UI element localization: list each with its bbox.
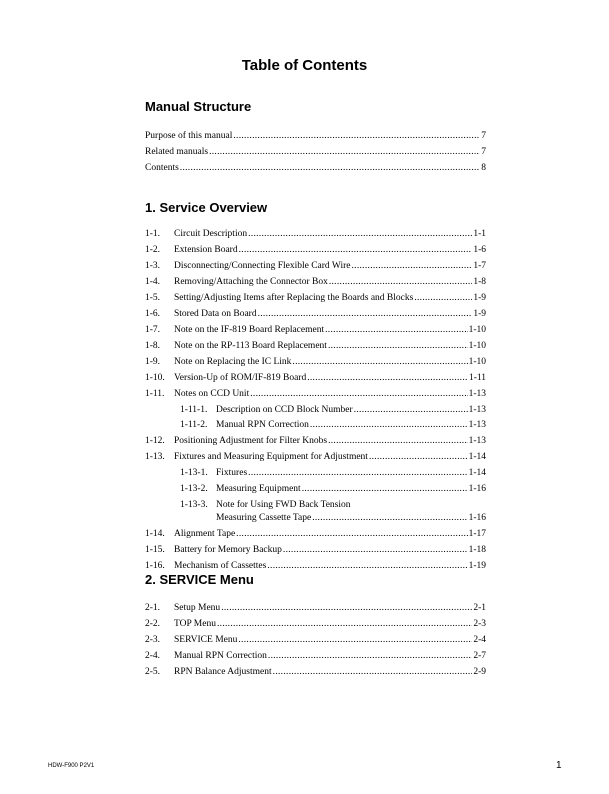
leader-dots	[351, 259, 472, 274]
toc-entry[interactable]	[145, 227, 486, 242]
toc-entry-label: Manual RPN Correction	[216, 420, 309, 430]
toc-entry-label: Notes on CCD Unit	[174, 389, 250, 399]
leader-dots	[302, 482, 468, 497]
toc-entry-number: 1-11-2.	[180, 420, 208, 430]
toc-entry[interactable]	[145, 601, 486, 616]
toc-entry-number: 1-13-2.	[180, 484, 208, 494]
leader-dots	[248, 466, 467, 481]
toc-entry-number: 1-1.	[145, 229, 161, 239]
toc-entry-number: 1-12.	[145, 436, 165, 446]
toc-entry[interactable]	[145, 323, 486, 338]
toc-entry[interactable]	[145, 355, 486, 370]
toc-entry[interactable]	[145, 527, 486, 542]
toc-entry-label: Setup Menu	[174, 603, 221, 613]
toc-entry[interactable]	[145, 371, 486, 386]
toc-entry-number: 2-5.	[145, 667, 161, 677]
toc-entry-number: 1-6.	[145, 309, 161, 319]
toc-entry-number: 1-14.	[145, 529, 165, 539]
toc-entry[interactable]	[145, 543, 486, 558]
toc-entry[interactable]	[145, 129, 486, 144]
toc-entry-number: 1-16.	[145, 561, 165, 571]
toc-entry-page: 1-14	[468, 468, 486, 478]
toc-entry-label: Fixtures and Measuring Equipment for Adjustment	[174, 452, 368, 462]
toc-entry-number: 2-2.	[145, 619, 161, 629]
leader-dots	[307, 371, 468, 386]
toc-entry-number: 2-3.	[145, 635, 161, 645]
toc-entry-page: 1-10	[468, 357, 486, 367]
leader-dots	[258, 307, 473, 322]
toc-entry-page: 7	[481, 131, 486, 141]
toc-subentry-continuation[interactable]	[216, 511, 486, 526]
toc-entry-number: 1-13-1.	[180, 468, 208, 478]
toc-entry-page: 2-7	[473, 651, 486, 661]
leader-dots	[180, 161, 480, 176]
toc-entry[interactable]	[145, 145, 486, 160]
toc-entry-page: 2-1	[473, 603, 486, 613]
toc-subentry[interactable]	[180, 466, 486, 481]
section-2-heading: 2. SERVICE Menu	[145, 572, 254, 587]
toc-entry-page: 2-3	[473, 619, 486, 629]
toc-entry-label: Measuring Equipment	[216, 484, 301, 494]
leader-dots	[414, 291, 472, 306]
leader-dots	[221, 601, 472, 616]
leader-dots	[248, 227, 472, 242]
toc-entry[interactable]	[145, 161, 486, 176]
toc-entry-label: Stored Data on Board	[174, 309, 257, 319]
toc-entry-page: 1-9	[473, 309, 486, 319]
leader-dots	[250, 387, 467, 402]
toc-entry-page: 1-13	[468, 405, 486, 415]
toc-entry-label: Battery for Memory Backup	[174, 545, 282, 555]
leader-dots	[217, 617, 472, 632]
toc-entry-page: 1-19	[468, 561, 486, 571]
toc-entry-page: 1-10	[468, 325, 486, 335]
leader-dots	[239, 243, 473, 258]
toc-entry-label: Purpose of this manual	[145, 131, 233, 141]
toc-entry-label: TOP Menu	[174, 619, 216, 629]
leader-dots	[310, 418, 468, 433]
toc-entry-number: 2-1.	[145, 603, 161, 613]
toc-entry[interactable]	[145, 649, 486, 664]
toc-entry-page: 1-14	[468, 452, 486, 462]
leader-dots	[267, 559, 467, 574]
toc-entry[interactable]	[145, 450, 486, 465]
manual-structure-heading: Manual Structure	[145, 99, 252, 114]
leader-dots	[369, 450, 468, 465]
toc-entry-label: Measuring Cassette Tape	[216, 513, 312, 523]
toc-entry-label: Note for Using FWD Back Tension	[216, 500, 351, 510]
toc-entry-page: 1-7	[473, 261, 486, 271]
toc-entry-label: Disconnecting/Connecting Flexible Card Wire	[174, 261, 351, 271]
leader-dots	[233, 129, 480, 144]
leader-dots	[238, 633, 472, 648]
toc-entry-label: Version-Up of ROM/IF-819 Board	[174, 373, 307, 383]
toc-entry-number: 1-15.	[145, 545, 165, 555]
toc-entry[interactable]	[145, 307, 486, 322]
toc-entry-number: 1-5.	[145, 293, 161, 303]
toc-entry[interactable]	[145, 243, 486, 258]
toc-entry-label: Extension Board	[174, 245, 238, 255]
toc-entry-number: 1-4.	[145, 277, 161, 287]
leader-dots	[329, 275, 473, 290]
toc-entry-page: 1-16	[468, 484, 486, 494]
toc-entry-page: 1-1	[473, 229, 486, 239]
toc-entry-label: Fixtures	[216, 468, 248, 478]
toc-entry-label: Note on the RP-113 Board Replacement	[174, 341, 327, 351]
toc-entry-number: 1-9.	[145, 357, 161, 367]
toc-entry[interactable]	[145, 259, 486, 274]
toc-entry-number: 1-11.	[145, 389, 165, 399]
toc-entry-page: 1-17	[468, 529, 486, 539]
toc-entry-label: Related manuals	[145, 147, 209, 157]
leader-dots	[354, 403, 468, 418]
toc-entry-number: 1-11-1.	[180, 405, 208, 415]
toc-entry-label: Manual RPN Correction	[174, 651, 267, 661]
toc-entry-page: 1-11	[468, 373, 486, 383]
toc-entry-page: 1-13	[468, 389, 486, 399]
toc-entry[interactable]	[145, 665, 486, 680]
leader-dots	[273, 665, 473, 680]
page-number: 1	[556, 760, 562, 771]
toc-entry[interactable]	[145, 633, 486, 648]
toc-entry[interactable]	[145, 387, 486, 402]
toc-entry[interactable]	[145, 275, 486, 290]
leader-dots	[328, 434, 468, 449]
toc-entry-page: 2-4	[473, 635, 486, 645]
toc-subentry[interactable]	[180, 482, 486, 497]
toc-entry-label: Note on Replacing the IC Link	[174, 357, 292, 367]
toc-entry-number: 2-4.	[145, 651, 161, 661]
toc-entry-label: Circuit Description	[174, 229, 248, 239]
toc-entry-label: Mechanism of Cassettes	[174, 561, 267, 571]
toc-entry-page: 1-6	[473, 245, 486, 255]
toc-entry-number: 1-13.	[145, 452, 165, 462]
section-1-heading: 1. Service Overview	[145, 200, 268, 215]
leader-dots	[292, 355, 467, 370]
toc-entry-page: 1-18	[468, 545, 486, 555]
leader-dots	[209, 145, 480, 160]
toc-entry-page: 1-16	[468, 513, 486, 523]
toc-entry-label: Note on the IF-819 Board Replacement	[174, 325, 325, 335]
toc-entry-label: Removing/Attaching the Connector Box	[174, 277, 328, 287]
toc-entry-number: 1-10.	[145, 373, 165, 383]
toc-entry-number: 1-8.	[145, 341, 161, 351]
leader-dots	[283, 543, 468, 558]
toc-subentry[interactable]	[180, 418, 486, 433]
leader-dots	[312, 511, 467, 526]
toc-entry[interactable]	[145, 617, 486, 632]
document-code: HDW-F900 P2V1	[48, 763, 95, 769]
toc-entry-page: 1-8	[473, 277, 486, 287]
toc-entry-number: 1-7.	[145, 325, 161, 335]
toc-entry-label: Description on CCD Block Number	[216, 405, 353, 415]
toc-entry-page: 2-9	[473, 667, 486, 677]
toc-entry-label: Positioning Adjustment for Filter Knobs	[174, 436, 328, 446]
toc-entry-label: SERVICE Menu	[174, 635, 238, 645]
toc-entry-label: Alignment Tape	[174, 529, 236, 539]
toc-entry[interactable]	[145, 434, 486, 449]
toc-entry-page: 1-13	[468, 420, 486, 430]
toc-entry-label: RPN Balance Adjustment	[174, 667, 272, 677]
toc-entry-number: 1-3.	[145, 261, 161, 271]
leader-dots	[328, 339, 468, 354]
toc-entry-number: 1-2.	[145, 245, 161, 255]
toc-entry[interactable]	[145, 339, 486, 354]
toc-entry-label: Setting/Adjusting Items after Replacing the Boards and Blocks	[174, 293, 414, 303]
toc-entry-page: 7	[481, 147, 486, 157]
toc-entry-page: 1-9	[473, 293, 486, 303]
leader-dots	[268, 649, 472, 664]
page-title: Table of Contents	[241, 57, 368, 74]
toc-entry-page: 1-13	[468, 436, 486, 446]
toc-subentry[interactable]	[180, 403, 486, 418]
toc-entry-page: 1-10	[468, 341, 486, 351]
leader-dots	[325, 323, 467, 338]
toc-entry-label: Contents	[145, 163, 179, 173]
toc-entry-page: 8	[481, 163, 486, 173]
toc-entry[interactable]	[145, 291, 486, 306]
leader-dots	[236, 527, 467, 542]
toc-entry-number: 1-13-3.	[180, 500, 208, 510]
